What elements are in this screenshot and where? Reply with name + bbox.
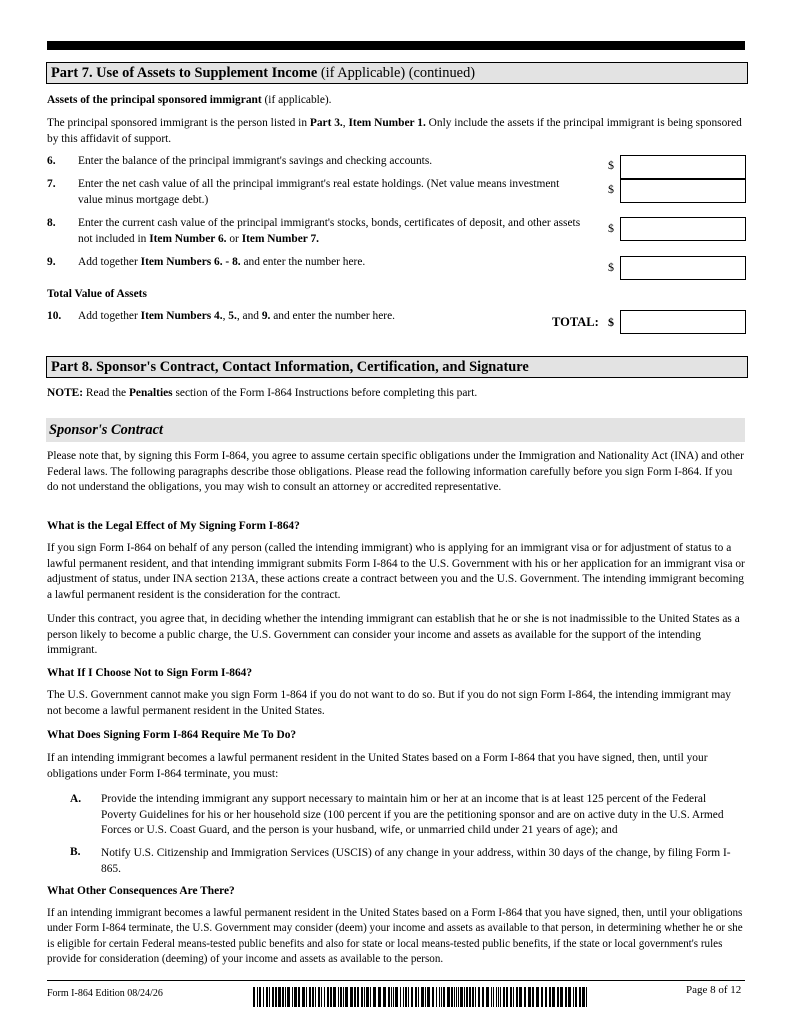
item-10-text: Add together Item Numbers 4., 5., and 9. and enter the number here. <box>78 310 395 322</box>
barcode-stripe <box>536 987 539 1007</box>
item-7-number: 7. <box>47 178 56 190</box>
barcode-stripe <box>350 987 353 1007</box>
item-9-dollar: $ <box>608 260 614 274</box>
barcode-stripe <box>573 987 574 1007</box>
barcode-stripe <box>486 987 489 1007</box>
barcode-stripe <box>282 987 284 1007</box>
contract-para-4: The U.S. Government cannot make you sign Form 1-864 if you do not want to do so. But if you do not sign Form I-864, the intending immigrant may not become a lawful permanent resident in the United States. <box>47 689 731 717</box>
contract-para-3: Under this contract, you agree that, in deciding whether the intending immigrant can establish that he or she is not inadmissible to the United States as a person likely to become a public charge, the U.S. Government can consider your income and assets as available for the support of the intending immigrant. <box>47 613 740 657</box>
part7-header <box>46 62 748 84</box>
barcode-stripe <box>549 987 551 1007</box>
barcode-stripe <box>493 987 494 1007</box>
barcode-stripe <box>391 987 392 1007</box>
barcode-stripe <box>269 987 270 1007</box>
item-6-number: 6. <box>47 155 56 167</box>
barcode-stripe <box>498 987 499 1007</box>
require-heading: What Does Signing Form I-864 Require Me To Do? <box>47 729 297 741</box>
barcode-stripe <box>513 987 514 1007</box>
barcode-stripe <box>443 987 445 1007</box>
barcode-stripe <box>370 987 371 1007</box>
barcode-stripe <box>400 987 401 1007</box>
item-8-dollar: $ <box>608 221 614 235</box>
list-a-label: A. <box>70 793 82 805</box>
barcode-stripe <box>560 987 563 1007</box>
barcode-stripe <box>343 987 344 1007</box>
barcode-stripe <box>582 987 585 1007</box>
barcode-stripe <box>275 987 277 1007</box>
barcode-stripe <box>478 987 480 1007</box>
item-10-number: 10. <box>47 310 62 322</box>
legal-effect-heading: What is the Legal Effect of My Signing Form I-864? <box>47 520 300 532</box>
barcode-stripe <box>586 987 587 1007</box>
item-7-dollar: $ <box>608 182 614 196</box>
barcode-stripe <box>425 987 426 1007</box>
stocks-bonds-field[interactable] <box>620 217 746 241</box>
barcode-stripe <box>253 987 255 1007</box>
barcode-stripe <box>324 987 325 1007</box>
barcode-stripe <box>292 987 293 1007</box>
barcode-stripe <box>524 987 526 1007</box>
not-sign-heading: What If I Choose Not to Sign Form I-864? <box>47 667 253 679</box>
barcode-stripe <box>469 987 471 1007</box>
item-8-text: Enter the current cash value of the principal immigrant's stocks, bonds, certificates of deposit, and other assets not included in Item Number 6. or Item Number 7. <box>78 217 581 245</box>
item-7-text: Enter the net cash value of all the principal immigrant's real estate holdings. (Net value means investment value minus mortgage debt.) <box>78 178 560 206</box>
item-6-text: Enter the balance of the principal immigrant's savings and checking accounts. <box>78 155 433 167</box>
barcode-stripe <box>460 987 463 1007</box>
barcode-stripe <box>500 987 501 1007</box>
barcode-stripe <box>532 987 534 1007</box>
barcode-stripe <box>432 987 434 1007</box>
item-9-text: Add together Item Numbers 6. - 8. and enter the number here. <box>78 256 366 268</box>
top-rule <box>47 41 745 50</box>
list-b-label: B. <box>70 846 81 858</box>
barcode-stripe <box>340 987 342 1007</box>
assets-heading: Assets of the principal sponsored immigrant (if applicable). <box>47 94 332 106</box>
item-6-dollar: $ <box>608 158 614 172</box>
barcode-stripe <box>506 987 508 1007</box>
barcode-stripe <box>557 987 559 1007</box>
barcode-stripe <box>338 987 339 1007</box>
form-edition: Form I-864 Edition 08/24/26 <box>47 988 163 999</box>
barcode-stripe <box>579 987 581 1007</box>
barcode-stripe <box>259 987 261 1007</box>
barcode-stripe <box>357 987 359 1007</box>
barcode-stripe <box>345 987 348 1007</box>
barcode-stripe <box>330 987 332 1007</box>
barcode-stripe <box>456 987 457 1007</box>
barcode-stripe <box>466 987 468 1007</box>
real-estate-field[interactable] <box>620 179 746 203</box>
barcode-stripe <box>318 987 320 1007</box>
barcode-stripe <box>333 987 336 1007</box>
list-b-text: Notify U.S. Citizenship and Immigration Services (USCIS) of any change in your address, within 30 days of the change, by filing Form I-865. <box>101 847 731 875</box>
barcode-stripe <box>439 987 440 1007</box>
barcode-stripe <box>491 987 492 1007</box>
barcode-stripe <box>436 987 437 1007</box>
barcode-stripe <box>327 987 329 1007</box>
barcode-stripe <box>552 987 555 1007</box>
barcode-stripe <box>361 987 363 1007</box>
barcode-stripe <box>354 987 356 1007</box>
barcode-stripe <box>285 987 286 1007</box>
part7-title: Part 7. Use of Assets to Supplement Income <box>51 65 318 81</box>
contract-para-6: If an intending immigrant becomes a lawful permanent resident in the United States based on a Form I-864 that you have signed, then, until your obligations under Form I-864 terminate, the U.S. Government may consider (deem) your income and assets as available to that person, in determining whether he or she is eligible for certain Federal means-tested public benefits and also for state or local means-tested public benefits, if the state or local government's rules provide for consideration (deeming) of your income and assets as available to the person. <box>47 907 743 965</box>
barcode-stripe <box>278 987 281 1007</box>
part8-note: NOTE: Read the Penalties section of the Form I-864 Instructions before completing this part. <box>47 387 478 399</box>
total-assets-heading: Total Value of Assets <box>47 288 147 300</box>
contract-para-2: If you sign Form I-864 on behalf of any person (called the intending immigrant) who is applying for an immigrant visa or for adjustment of status to a lawful permanent resident, and that intending immigrant submits Form I-864 to the U.S. Government with his or her application for an immigrant visa or adjustment of status, under INA section 213A, these actions create a contract between you and the U.S. Government. The intending immigrant becoming a lawful permanent resident is the consideration for the contract. <box>47 542 745 602</box>
barcode-stripe <box>496 987 497 1007</box>
barcode-stripe <box>302 987 305 1007</box>
total-assets-field[interactable] <box>620 310 746 334</box>
barcode-stripe <box>403 987 404 1007</box>
barcode-stripe <box>528 987 531 1007</box>
barcode-stripe <box>447 987 450 1007</box>
barcode-stripe <box>263 987 264 1007</box>
barcode-stripe <box>464 987 465 1007</box>
barcode-stripe <box>373 987 376 1007</box>
barcode-stripe <box>408 987 409 1007</box>
part7-title-suffix: (if Applicable) (continued) <box>317 65 476 81</box>
barcode-stripe <box>257 987 258 1007</box>
barcode-stripe <box>516 987 518 1007</box>
barcode-stripe <box>366 987 369 1007</box>
barcode-stripe <box>427 987 430 1007</box>
barcode-stripe <box>418 987 419 1007</box>
footer-rule <box>47 980 745 981</box>
barcode-stripe <box>415 987 417 1007</box>
barcode-stripe <box>393 987 394 1007</box>
barcode-stripe <box>388 987 390 1007</box>
part7-intro: The principal sponsored immigrant is the person listed in Part 3., Item Number 1. Only include the assets if the principal immigrant is being sponsored by this affidavit of support. <box>47 117 742 145</box>
barcode-stripe <box>575 987 577 1007</box>
barcode-stripe <box>565 987 567 1007</box>
barcode-stripe <box>272 987 274 1007</box>
barcode-stripe <box>475 987 476 1007</box>
barcode-stripe <box>482 987 484 1007</box>
barcode-stripe <box>266 987 268 1007</box>
sponsors-contract-heading: Sponsor's Contract <box>46 418 745 442</box>
savings-checking-field[interactable] <box>620 155 746 179</box>
barcode-stripe <box>294 987 297 1007</box>
barcode-stripe <box>383 987 386 1007</box>
barcode-stripe <box>298 987 300 1007</box>
list-a-text: Provide the intending immigrant any support necessary to maintain him or her at an income that is at least 125 percent of the Federal Poverty Guidelines for his or her household size (100 percent if you are the petitioning sponsor and are on active duty in the U.S. Armed Forces or U.S. Coast Guard, and the person is your husband, wife, or unmarried child under 21 years of age); and <box>101 793 724 837</box>
barcode-stripe <box>510 987 512 1007</box>
barcode-stripe <box>451 987 453 1007</box>
barcode-stripe <box>421 987 424 1007</box>
assets-sum-field[interactable] <box>620 256 746 280</box>
barcode-stripe <box>541 987 543 1007</box>
barcode-stripe <box>306 987 307 1007</box>
item-8-number: 8. <box>47 217 56 229</box>
barcode-stripe <box>503 987 505 1007</box>
barcode-stripe <box>458 987 459 1007</box>
barcode-stripe <box>568 987 571 1007</box>
item-10-dollar: $ <box>608 315 614 329</box>
consequences-heading: What Other Consequences Are There? <box>47 885 235 897</box>
part8-header: Part 8. Sponsor's Contract, Contact Information, Certification, and Signature <box>46 356 748 378</box>
barcode-stripe <box>364 987 365 1007</box>
barcode-stripe <box>472 987 474 1007</box>
barcode-stripe <box>411 987 413 1007</box>
item-9-number: 9. <box>47 256 56 268</box>
barcode-stripe <box>441 987 442 1007</box>
barcode-stripe <box>545 987 547 1007</box>
page-number: Page 8 of 12 <box>686 984 742 996</box>
barcode-stripe <box>395 987 398 1007</box>
barcode-stripe <box>287 987 290 1007</box>
barcode <box>253 987 594 1007</box>
barcode-stripe <box>405 987 407 1007</box>
barcode-stripe <box>312 987 314 1007</box>
barcode-stripe <box>321 987 322 1007</box>
contract-para-5: If an intending immigrant becomes a lawful permanent resident in the United States based on a Form I-864 that you have signed, then, until your obligations under Form I-864 terminate, you must: <box>47 752 708 780</box>
contract-para-1: Please note that, by signing this Form I-864, you agree to assume certain specific obligations under the Immigration and Nationality Act (INA) and other Federal laws. The following paragraphs describe those obligations. Please read the following information carefully before you sign Form I-864. If you do not understand the obligations, you may wish to consult an attorney or accredited representative. <box>47 450 744 494</box>
barcode-stripe <box>519 987 522 1007</box>
barcode-stripe <box>378 987 381 1007</box>
barcode-stripe <box>309 987 311 1007</box>
barcode-stripe <box>315 987 316 1007</box>
total-label: TOTAL: <box>552 315 599 329</box>
barcode-stripe <box>454 987 455 1007</box>
